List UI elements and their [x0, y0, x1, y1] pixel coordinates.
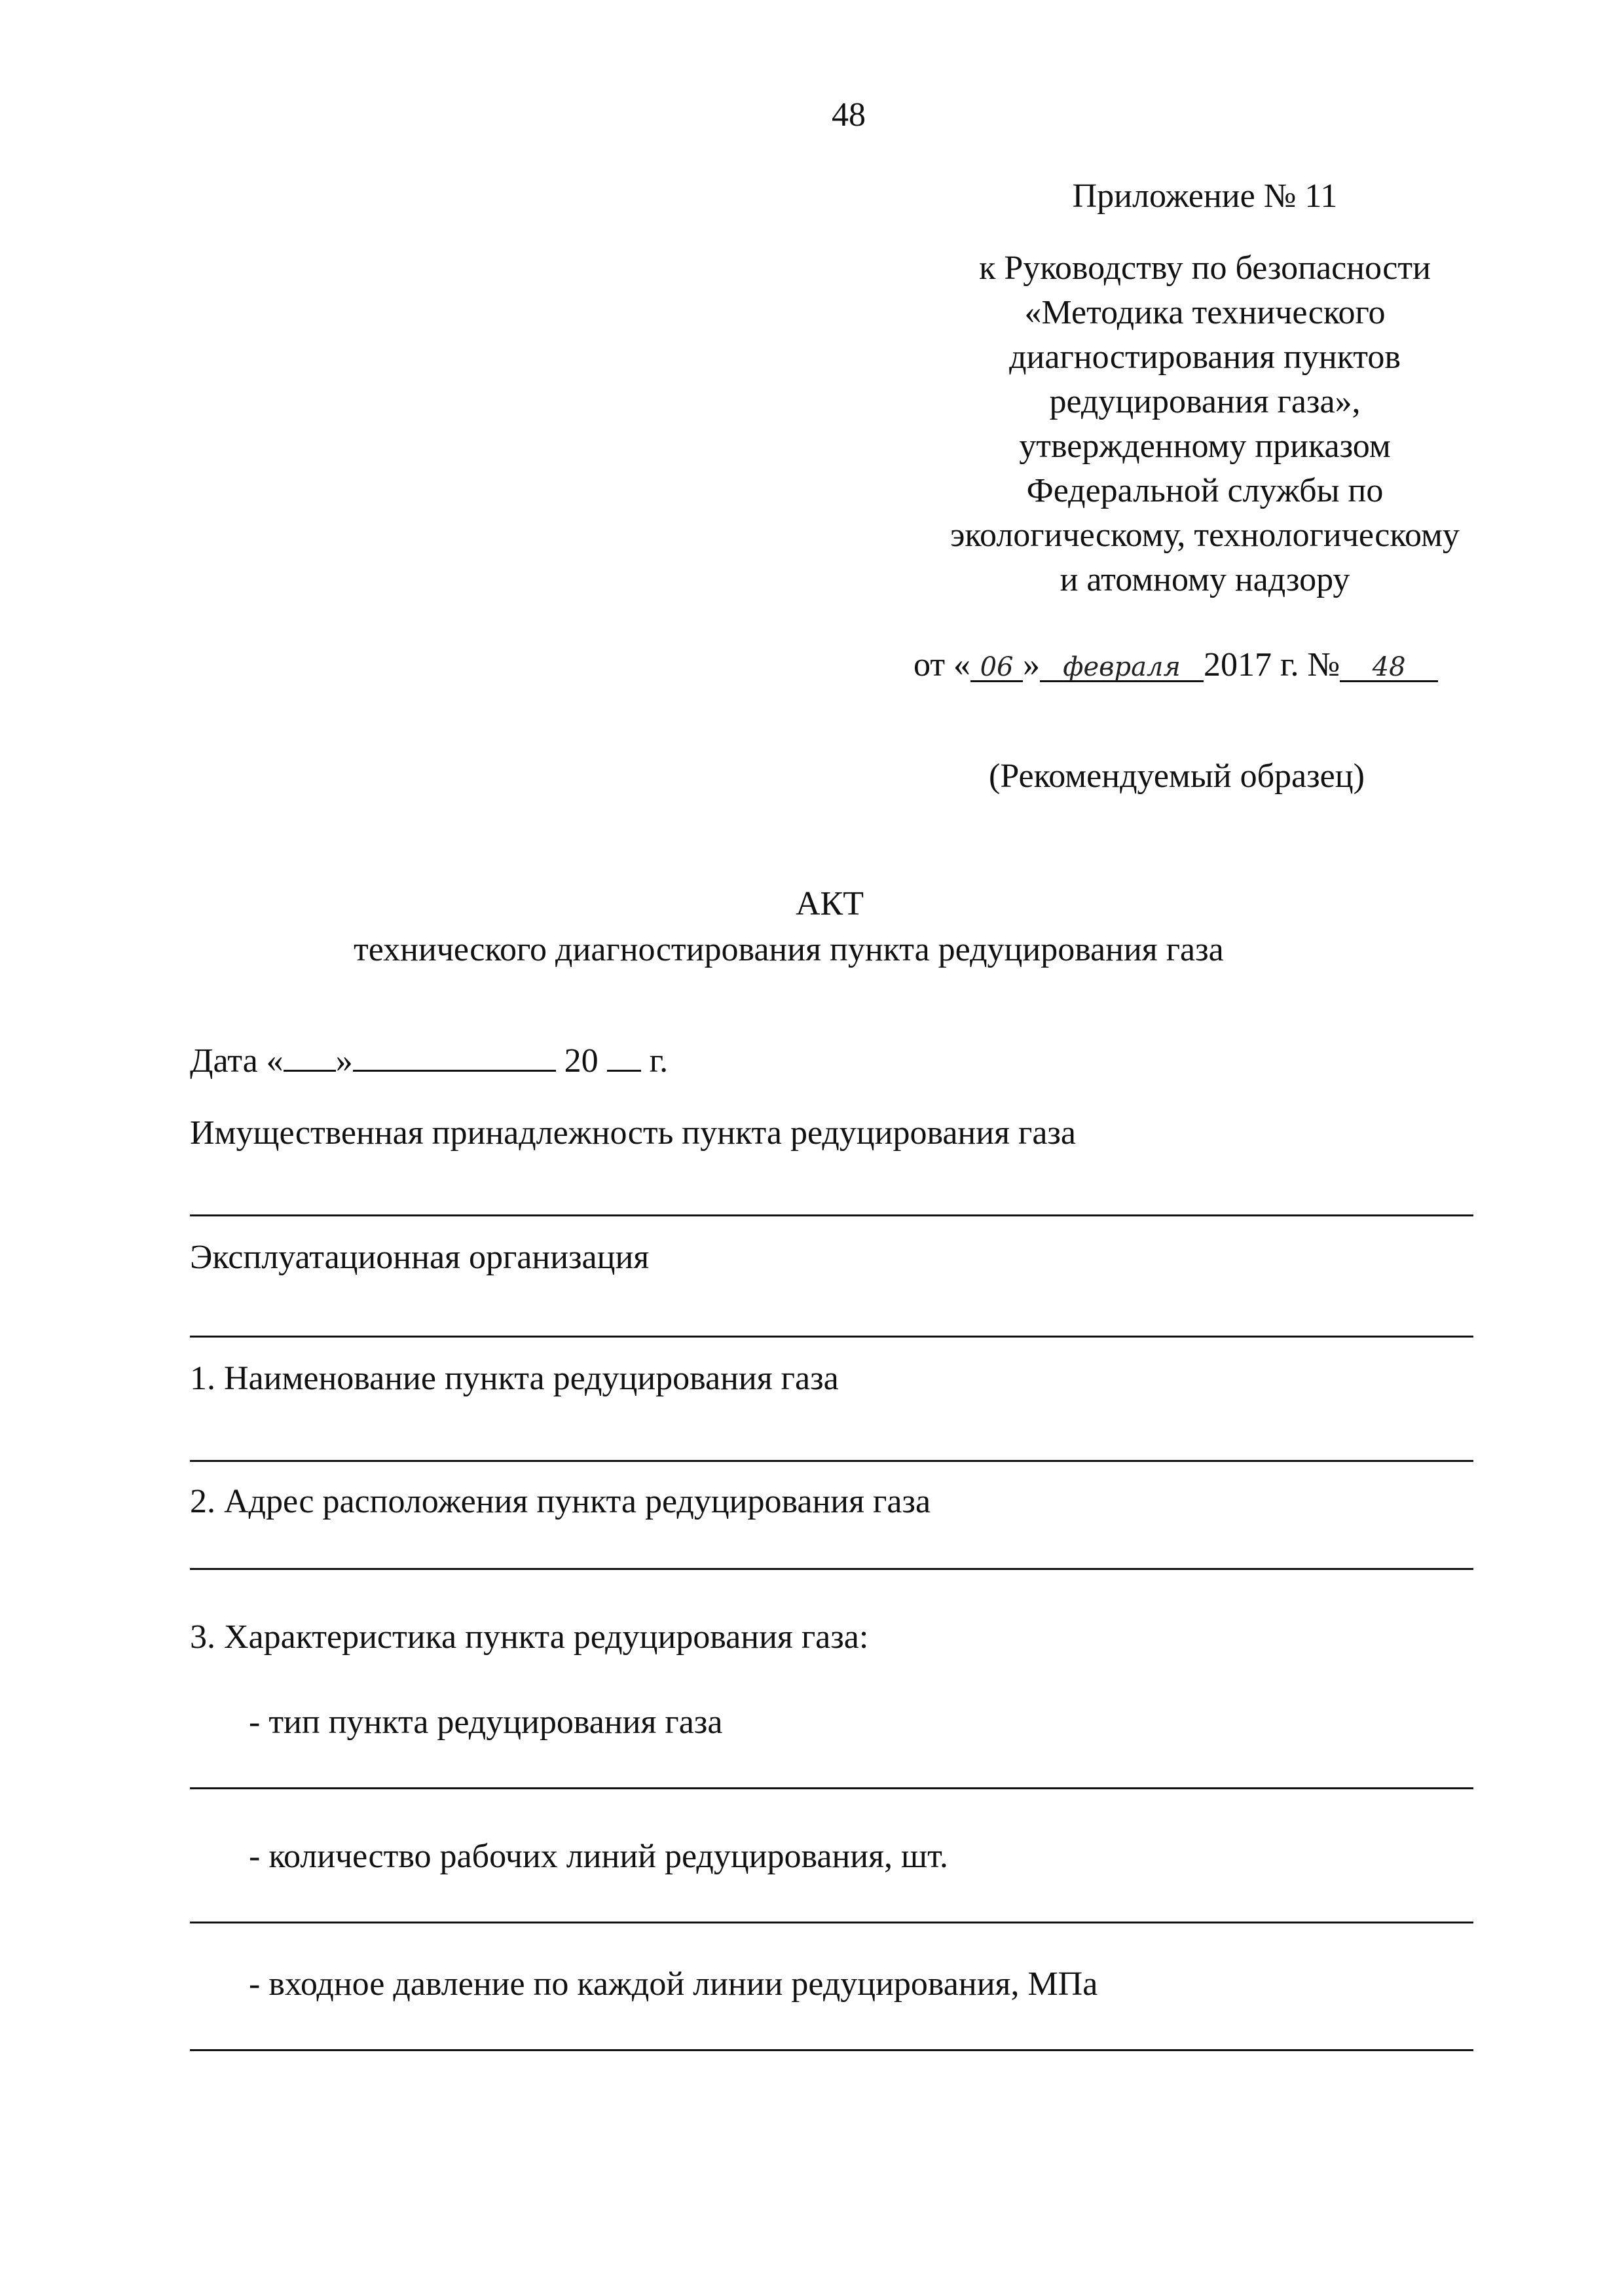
date-close: » — [335, 1042, 353, 1080]
order-day-handwritten: 06 — [970, 654, 1023, 682]
act-title: АКТ — [796, 885, 864, 922]
appendix-line: «Методика технического — [1024, 294, 1386, 331]
field-characteristics: 3. Характеристика пункта редуцирования газа: — [190, 1618, 869, 1656]
act-subtitle: технического диагностирования пункта редуцирования газа — [354, 931, 1224, 968]
field-ownership: Имущественная принадлежность пункта редуцирования газа — [190, 1114, 1077, 1152]
sample-note: (Рекомендуемый образец) — [989, 757, 1365, 795]
field-operator-line — [190, 1336, 1473, 1338]
field-type: - тип пункта редуцирования газа — [249, 1704, 723, 1741]
field-inlet-pressure-line — [190, 2049, 1473, 2051]
order-month-handwritten: февраля — [1040, 654, 1204, 682]
date-month-blank — [353, 1041, 556, 1072]
order-line — [913, 648, 1438, 682]
appendix-line: диагностирования пунктов — [1009, 338, 1401, 376]
field-ownership-line — [190, 1214, 1473, 1216]
field-lines-count: - количество рабочих линий редуцирования, шт. — [249, 1838, 948, 1875]
order-year-text: 2017 г. № — [1204, 646, 1340, 683]
field-name: 1. Наименование пункта редуцирования газа — [190, 1360, 839, 1397]
order-mid: » — [1023, 646, 1041, 683]
date-year-blank — [607, 1041, 641, 1072]
appendix-line: к Руководству по безопасности — [979, 249, 1431, 287]
appendix-title: Приложение № 11 — [1072, 177, 1338, 215]
appendix-line: утвержденному приказом — [1019, 428, 1391, 465]
appendix-line: Федеральной службы по — [1026, 472, 1384, 509]
field-operator: Эксплуатационная организация — [190, 1239, 650, 1276]
date-year-suffix: г. — [649, 1042, 669, 1080]
field-address: 2. Адрес расположения пункта редуцирования газа — [190, 1483, 931, 1520]
date-year-prefix: 20 — [564, 1042, 599, 1080]
date-line — [190, 1041, 668, 1078]
appendix-line: и атомному надзору — [1060, 561, 1350, 598]
field-name-line — [190, 1460, 1473, 1462]
field-type-line — [190, 1787, 1473, 1789]
appendix-line: экологическому, технологическому — [950, 517, 1460, 554]
field-address-line — [190, 1568, 1473, 1570]
order-number-handwritten: 48 — [1340, 654, 1438, 682]
page-number: 48 — [832, 96, 866, 134]
date-label: Дата « — [190, 1042, 284, 1080]
appendix-line: редуцирования газа», — [1049, 383, 1361, 420]
date-day-blank — [284, 1041, 336, 1072]
field-inlet-pressure: - входное давление по каждой линии редуцирования, МПа — [249, 1965, 1098, 2003]
order-prefix: от « — [913, 646, 971, 683]
field-lines-count-line — [190, 1922, 1473, 1923]
